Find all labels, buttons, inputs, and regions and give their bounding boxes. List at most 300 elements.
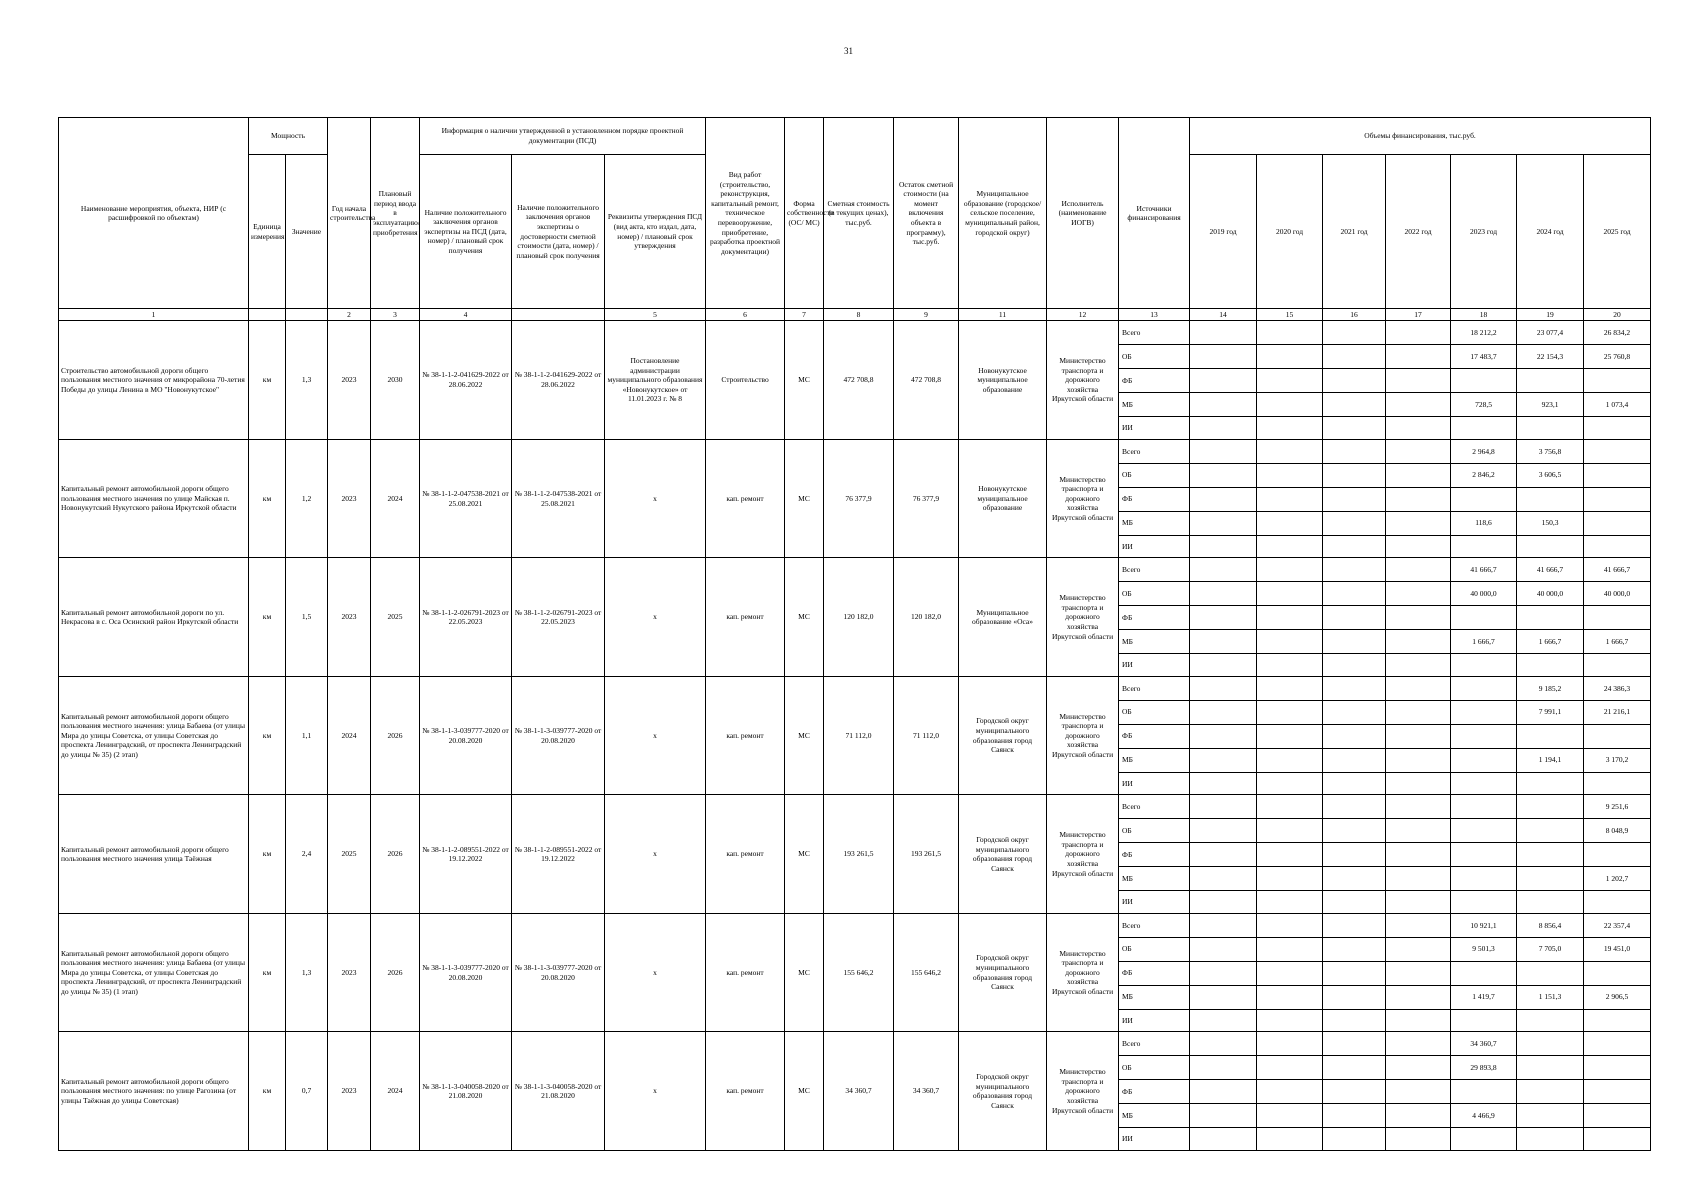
funding-value <box>1451 819 1517 843</box>
funding-value <box>1323 345 1386 369</box>
funding-value <box>1451 724 1517 748</box>
funding-value <box>1190 937 1257 961</box>
funding-value: 7 705,0 <box>1517 937 1584 961</box>
funding-value <box>1584 463 1651 487</box>
object-psd-approval: х <box>605 439 706 558</box>
funding-value: 10 921,1 <box>1451 913 1517 937</box>
object-estimate-cost: 155 646,2 <box>824 913 894 1032</box>
funding-value <box>1386 369 1451 393</box>
object-start-year: 2023 <box>328 558 371 677</box>
object-executor: Министерство транспорта и дорожного хозяйства Иркутской области <box>1047 913 1119 1032</box>
funding-source-label: ОБ <box>1119 819 1190 843</box>
funding-value <box>1257 676 1323 700</box>
funding-value <box>1386 843 1451 867</box>
funding-value: 22 357,4 <box>1584 913 1651 937</box>
funding-value <box>1451 676 1517 700</box>
object-unit: км <box>249 1032 286 1151</box>
object-work-type: кап. ремонт <box>706 913 785 1032</box>
funding-value <box>1323 439 1386 463</box>
funding-value: 9 185,2 <box>1517 676 1584 700</box>
header-estimate-cost: Сметная стоимость (в текущих ценах), тыс.руб. <box>824 118 894 309</box>
table-row <box>59 795 1651 819</box>
funding-value <box>1323 913 1386 937</box>
funding-value <box>1323 937 1386 961</box>
funding-source-label: ОБ <box>1119 937 1190 961</box>
funding-value <box>1584 1104 1651 1128</box>
funding-source-label: МБ <box>1119 511 1190 535</box>
object-ownership: МС <box>785 321 824 440</box>
header-psd-approval: Реквизиты утверждения ПСД (вид акта, кто издал, дата, номер) / плановый срок утверждения <box>605 154 706 308</box>
object-unit: км <box>249 439 286 558</box>
funding-value <box>1517 487 1584 511</box>
funding-value <box>1190 511 1257 535</box>
header-psd-info: Информация о наличии утвержденной в установленном порядке проектной документации (ПСД) <box>420 118 706 155</box>
funding-value <box>1517 1080 1584 1104</box>
funding-source-label: ИИ <box>1119 535 1190 558</box>
funding-value <box>1517 961 1584 985</box>
object-planned-period: 2030 <box>371 321 420 440</box>
funding-value <box>1323 582 1386 606</box>
header-psd-estimate: Наличие положительного заключения органов экспертизы о достоверности сметной стоимости (дата, номер) / плановый срок получения <box>512 154 605 308</box>
funding-value <box>1386 487 1451 511</box>
funding-value <box>1190 772 1257 795</box>
funding-value: 728,5 <box>1451 393 1517 417</box>
column-number: 18 <box>1451 309 1517 321</box>
funding-value: 41 666,7 <box>1517 558 1584 582</box>
funding-source-label: МБ <box>1119 867 1190 891</box>
funding-value <box>1451 369 1517 393</box>
object-psd-approval: х <box>605 558 706 677</box>
object-psd-estimate: № 38-1-1-3-039777-2020 от 20.08.2020 <box>512 913 605 1032</box>
funding-value <box>1257 867 1323 891</box>
funding-value <box>1257 819 1323 843</box>
funding-value <box>1451 772 1517 795</box>
object-start-year: 2025 <box>328 795 371 914</box>
funding-value <box>1190 654 1257 677</box>
funding-source-label: ФБ <box>1119 369 1190 393</box>
object-planned-period: 2025 <box>371 558 420 677</box>
object-remaining-cost: 34 360,7 <box>894 1032 959 1151</box>
header-name: Наименование мероприятия, объекта, НИР (с расшифровкой по объектам) <box>59 118 249 309</box>
funding-source-label: ИИ <box>1119 1128 1190 1151</box>
funding-value <box>1517 772 1584 795</box>
header-funding-sources: Источники финансирования <box>1119 118 1190 309</box>
funding-value: 21 216,1 <box>1584 700 1651 724</box>
funding-value <box>1386 748 1451 772</box>
funding-value <box>1257 1032 1323 1056</box>
funding-value <box>1257 843 1323 867</box>
header-funding-volumes: Объемы финансирования, тыс.руб. <box>1190 118 1651 155</box>
object-ownership: МС <box>785 795 824 914</box>
object-psd-estimate: № 38-1-1-2-026791-2023 от 22.05.2023 <box>512 558 605 677</box>
header-work-type: Вид работ (строительство, реконструкция, капитальный ремонт, техническое перевооружение, приобретение, разработка проектной документации) <box>706 118 785 309</box>
funding-value <box>1190 819 1257 843</box>
column-number <box>286 309 328 321</box>
funding-value <box>1584 439 1651 463</box>
funding-source-label: ФБ <box>1119 724 1190 748</box>
object-start-year: 2023 <box>328 1032 371 1151</box>
funding-value <box>1323 369 1386 393</box>
funding-value <box>1451 487 1517 511</box>
header-psd-expertise: Наличие положительного заключения органов экспертизы на ПСД (дата, номер) / плановый срок получения <box>420 154 512 308</box>
column-number: 14 <box>1190 309 1257 321</box>
object-executor: Министерство транспорта и дорожного хозяйства Иркутской области <box>1047 1032 1119 1151</box>
funding-value <box>1386 700 1451 724</box>
column-number <box>512 309 605 321</box>
funding-value: 19 451,0 <box>1584 937 1651 961</box>
object-unit: км <box>249 676 286 795</box>
object-estimate-cost: 71 112,0 <box>824 676 894 795</box>
object-remaining-cost: 76 377,9 <box>894 439 959 558</box>
funding-value <box>1451 700 1517 724</box>
funding-value <box>1323 1056 1386 1080</box>
funding-value <box>1386 393 1451 417</box>
page-number: 31 <box>844 46 853 56</box>
funding-value: 2 846,2 <box>1451 463 1517 487</box>
funding-value <box>1190 985 1257 1009</box>
column-number: 16 <box>1323 309 1386 321</box>
funding-value <box>1190 1032 1257 1056</box>
funding-source-label: МБ <box>1119 630 1190 654</box>
funding-value <box>1257 1009 1323 1032</box>
funding-value <box>1190 321 1257 345</box>
object-executor: Министерство транспорта и дорожного хозяйства Иркутской области <box>1047 676 1119 795</box>
object-psd-approval: х <box>605 795 706 914</box>
funding-value: 1 666,7 <box>1584 630 1651 654</box>
funding-value <box>1323 748 1386 772</box>
funding-value <box>1190 393 1257 417</box>
table-row <box>59 913 1651 937</box>
object-name: Капитальный ремонт автомобильной дороги общего пользования местного значения: улица Бабаева (от улицы Мира до улицы Советска, от улицы Советская до проспекта Ленинградский, от проспекта Ленинградский до улицы № 35) (2 этап) <box>59 676 249 795</box>
funding-value <box>1190 1009 1257 1032</box>
funding-source-label: ФБ <box>1119 1080 1190 1104</box>
object-start-year: 2023 <box>328 321 371 440</box>
funding-value: 3 606,5 <box>1517 463 1584 487</box>
funding-value <box>1584 1032 1651 1056</box>
funding-source-label: Всего <box>1119 1032 1190 1056</box>
object-psd-expertise: № 38-1-1-3-039777-2020 от 20.08.2020 <box>420 913 512 1032</box>
funding-value <box>1190 1104 1257 1128</box>
funding-value: 41 666,7 <box>1451 558 1517 582</box>
object-psd-estimate: № 38-1-1-2-047538-2021 от 25.08.2021 <box>512 439 605 558</box>
object-executor: Министерство транспорта и дорожного хозяйства Иркутской области <box>1047 439 1119 558</box>
funding-value <box>1517 867 1584 891</box>
funding-value <box>1257 535 1323 558</box>
column-number: 2 <box>328 309 371 321</box>
funding-value <box>1517 724 1584 748</box>
funding-source-label: Всего <box>1119 676 1190 700</box>
header-capacity: Мощность <box>249 118 328 155</box>
funding-value <box>1257 772 1323 795</box>
header-year-2025: 2025 год <box>1584 154 1651 308</box>
funding-value <box>1190 961 1257 985</box>
funding-value <box>1584 891 1651 914</box>
object-name: Капитальный ремонт автомобильной дороги общего пользования местного значения по улице Майская п. Новонукутский Нукутского района Иркутской области <box>59 439 249 558</box>
object-planned-period: 2026 <box>371 913 420 1032</box>
funding-value <box>1386 1009 1451 1032</box>
funding-value: 1 151,3 <box>1517 985 1584 1009</box>
funding-value <box>1323 843 1386 867</box>
funding-value <box>1257 463 1323 487</box>
funding-value <box>1584 772 1651 795</box>
funding-value <box>1451 748 1517 772</box>
funding-value <box>1257 700 1323 724</box>
object-psd-approval: х <box>605 1032 706 1151</box>
object-value: 1,3 <box>286 321 328 440</box>
funding-value <box>1451 1128 1517 1151</box>
funding-value: 4 466,9 <box>1451 1104 1517 1128</box>
funding-value <box>1323 676 1386 700</box>
object-work-type: кап. ремонт <box>706 795 785 914</box>
table-row <box>59 1032 1651 1056</box>
header-ownership: Форма собственности (ОС/ МС) <box>785 118 824 309</box>
column-number: 17 <box>1386 309 1451 321</box>
funding-value <box>1257 748 1323 772</box>
object-estimate-cost: 193 261,5 <box>824 795 894 914</box>
object-municipality: Городской округ муниципального образования город Саянск <box>959 913 1047 1032</box>
object-planned-period: 2024 <box>371 439 420 558</box>
funding-value <box>1323 1104 1386 1128</box>
funding-value <box>1517 535 1584 558</box>
funding-value: 26 834,2 <box>1584 321 1651 345</box>
funding-value <box>1386 913 1451 937</box>
funding-value <box>1257 913 1323 937</box>
funding-value <box>1517 654 1584 677</box>
funding-source-label: МБ <box>1119 1104 1190 1128</box>
funding-value: 1 666,7 <box>1451 630 1517 654</box>
funding-value <box>1190 439 1257 463</box>
funding-value <box>1451 535 1517 558</box>
funding-value <box>1323 535 1386 558</box>
object-municipality: Новонукутское муниципальное образование <box>959 321 1047 440</box>
funding-value <box>1323 511 1386 535</box>
funding-value <box>1386 582 1451 606</box>
funding-value <box>1323 1128 1386 1151</box>
object-value: 1,2 <box>286 439 328 558</box>
object-value: 0,7 <box>286 1032 328 1151</box>
funding-value <box>1257 937 1323 961</box>
object-executor: Министерство транспорта и дорожного хозяйства Иркутской области <box>1047 558 1119 677</box>
funding-source-label: ОБ <box>1119 700 1190 724</box>
funding-value <box>1323 393 1386 417</box>
funding-source-label: МБ <box>1119 748 1190 772</box>
funding-value <box>1323 606 1386 630</box>
funding-value: 24 386,3 <box>1584 676 1651 700</box>
funding-value <box>1451 606 1517 630</box>
object-estimate-cost: 472 708,8 <box>824 321 894 440</box>
table-row <box>59 321 1651 345</box>
funding-value <box>1323 654 1386 677</box>
funding-value <box>1451 1080 1517 1104</box>
funding-value <box>1451 961 1517 985</box>
funding-source-label: ФБ <box>1119 843 1190 867</box>
header-year-2022: 2022 год <box>1386 154 1451 308</box>
funding-value <box>1386 439 1451 463</box>
object-work-type: кап. ремонт <box>706 558 785 677</box>
funding-value <box>1190 369 1257 393</box>
table-body <box>59 118 1651 1151</box>
funding-value <box>1386 795 1451 819</box>
funding-value <box>1386 606 1451 630</box>
funding-value <box>1323 1032 1386 1056</box>
funding-value <box>1386 985 1451 1009</box>
header-year-2023: 2023 год <box>1451 154 1517 308</box>
object-ownership: МС <box>785 558 824 677</box>
funding-source-label: МБ <box>1119 985 1190 1009</box>
header-value: Значение <box>286 154 328 308</box>
object-municipality: Муниципальное образование «Оса» <box>959 558 1047 677</box>
table-row <box>59 439 1651 463</box>
column-number: 13 <box>1119 309 1190 321</box>
column-number-row <box>59 309 1651 321</box>
object-municipality: Городской округ муниципального образования город Саянск <box>959 676 1047 795</box>
funding-value <box>1386 1080 1451 1104</box>
object-psd-expertise: № 38-1-1-2-041629-2022 от 28.06.2022 <box>420 321 512 440</box>
funding-source-label: ИИ <box>1119 1009 1190 1032</box>
funding-value: 40 000,0 <box>1584 582 1651 606</box>
funding-value <box>1323 795 1386 819</box>
object-remaining-cost: 193 261,5 <box>894 795 959 914</box>
funding-value <box>1257 393 1323 417</box>
column-number: 9 <box>894 309 959 321</box>
funding-value <box>1257 606 1323 630</box>
funding-value: 41 666,7 <box>1584 558 1651 582</box>
object-executor: Министерство транспорта и дорожного хозяйства Иркутской области <box>1047 321 1119 440</box>
funding-value <box>1190 748 1257 772</box>
funding-source-label: ОБ <box>1119 463 1190 487</box>
header-executor: Исполнитель (наименование ИОГВ) <box>1047 118 1119 309</box>
funding-value <box>1190 795 1257 819</box>
funding-value: 1 666,7 <box>1517 630 1584 654</box>
funding-value: 2 906,5 <box>1584 985 1651 1009</box>
object-start-year: 2023 <box>328 439 371 558</box>
object-psd-expertise: № 38-1-1-2-026791-2023 от 22.05.2023 <box>420 558 512 677</box>
object-psd-expertise: № 38-1-1-2-047538-2021 от 25.08.2021 <box>420 439 512 558</box>
funding-value <box>1190 891 1257 914</box>
funding-value <box>1323 891 1386 914</box>
funding-value <box>1386 891 1451 914</box>
object-psd-estimate: № 38-1-1-2-041629-2022 от 28.06.2022 <box>512 321 605 440</box>
funding-value <box>1257 985 1323 1009</box>
funding-value <box>1323 558 1386 582</box>
funding-source-label: ИИ <box>1119 772 1190 795</box>
funding-value <box>1451 891 1517 914</box>
funding-value: 17 483,7 <box>1451 345 1517 369</box>
funding-value <box>1584 417 1651 440</box>
object-work-type: Строительство <box>706 321 785 440</box>
funding-value <box>1257 511 1323 535</box>
funding-value <box>1517 843 1584 867</box>
column-number: 11 <box>959 309 1047 321</box>
object-remaining-cost: 472 708,8 <box>894 321 959 440</box>
funding-value <box>1451 843 1517 867</box>
funding-value <box>1190 417 1257 440</box>
funding-value <box>1517 819 1584 843</box>
column-number: 4 <box>420 309 512 321</box>
funding-value <box>1451 795 1517 819</box>
object-name: Капитальный ремонт автомобильной дороги по ул. Некрасова в с. Оса Осинский район Иркутской области <box>59 558 249 677</box>
funding-value <box>1584 843 1651 867</box>
funding-value <box>1323 417 1386 440</box>
header-year-2024: 2024 год <box>1517 154 1584 308</box>
funding-value: 25 760,8 <box>1584 345 1651 369</box>
funding-value: 40 000,0 <box>1517 582 1584 606</box>
header-unit: Единица измерения <box>249 154 286 308</box>
object-name: Капитальный ремонт автомобильной дороги общего пользования местного значения: по улице Рагозина (от улицы Таёжная до улицы Советская) <box>59 1032 249 1151</box>
column-number: 8 <box>824 309 894 321</box>
header-remaining-cost: Остаток сметной стоимости (на момент включения объекта в программу), тыс.руб. <box>894 118 959 309</box>
funding-value: 22 154,3 <box>1517 345 1584 369</box>
funding-value <box>1257 630 1323 654</box>
object-ownership: МС <box>785 439 824 558</box>
funding-value <box>1584 1128 1651 1151</box>
funding-value <box>1386 676 1451 700</box>
header-year-2020: 2020 год <box>1257 154 1323 308</box>
object-remaining-cost: 120 182,0 <box>894 558 959 677</box>
object-name: Капитальный ремонт автомобильной дороги общего пользования местного значения: улица Бабаева (от улицы Мира до улицы Советска, от улицы Советская до проспекта Ленинградский, от проспекта Ленинградский до улицы № 35) (1 этап) <box>59 913 249 1032</box>
header-start-year: Год начала строительства <box>328 118 371 309</box>
funding-source-label: ФБ <box>1119 606 1190 630</box>
object-estimate-cost: 120 182,0 <box>824 558 894 677</box>
funding-value <box>1190 345 1257 369</box>
funding-value <box>1584 487 1651 511</box>
funding-source-label: МБ <box>1119 393 1190 417</box>
object-unit: км <box>249 795 286 914</box>
object-value: 1,3 <box>286 913 328 1032</box>
funding-value: 1 073,4 <box>1584 393 1651 417</box>
funding-value <box>1517 795 1584 819</box>
funding-value <box>1323 630 1386 654</box>
funding-value <box>1323 961 1386 985</box>
funding-value <box>1190 630 1257 654</box>
funding-source-label: ОБ <box>1119 1056 1190 1080</box>
funding-value <box>1190 700 1257 724</box>
funding-value: 1 202,7 <box>1584 867 1651 891</box>
funding-value <box>1257 558 1323 582</box>
funding-source-label: ОБ <box>1119 582 1190 606</box>
funding-value <box>1190 1128 1257 1151</box>
funding-value <box>1323 1009 1386 1032</box>
funding-value <box>1386 630 1451 654</box>
object-remaining-cost: 155 646,2 <box>894 913 959 1032</box>
funding-value <box>1323 1080 1386 1104</box>
funding-value <box>1517 1032 1584 1056</box>
object-planned-period: 2024 <box>371 1032 420 1151</box>
funding-value <box>1584 535 1651 558</box>
funding-value <box>1386 961 1451 985</box>
column-number: 20 <box>1584 309 1651 321</box>
funding-value <box>1323 867 1386 891</box>
header-planned-period: Плановый период ввода в эксплуатацию/приобретения <box>371 118 420 309</box>
funding-value <box>1386 654 1451 677</box>
object-psd-approval: х <box>605 913 706 1032</box>
funding-value <box>1323 724 1386 748</box>
funding-value <box>1584 654 1651 677</box>
funding-value <box>1584 1009 1651 1032</box>
funding-value: 118,6 <box>1451 511 1517 535</box>
column-number: 6 <box>706 309 785 321</box>
object-psd-expertise: № 38-1-1-3-040058-2020 от 21.08.2020 <box>420 1032 512 1151</box>
object-municipality: Новонукутское муниципальное образование <box>959 439 1047 558</box>
funding-value <box>1451 867 1517 891</box>
funding-value <box>1584 961 1651 985</box>
object-psd-estimate: № 38-1-1-3-039777-2020 от 20.08.2020 <box>512 676 605 795</box>
funding-value <box>1517 1056 1584 1080</box>
funding-value <box>1517 1128 1584 1151</box>
funding-value <box>1386 724 1451 748</box>
object-executor: Министерство транспорта и дорожного хозяйства Иркутской области <box>1047 795 1119 914</box>
funding-source-label: ИИ <box>1119 891 1190 914</box>
